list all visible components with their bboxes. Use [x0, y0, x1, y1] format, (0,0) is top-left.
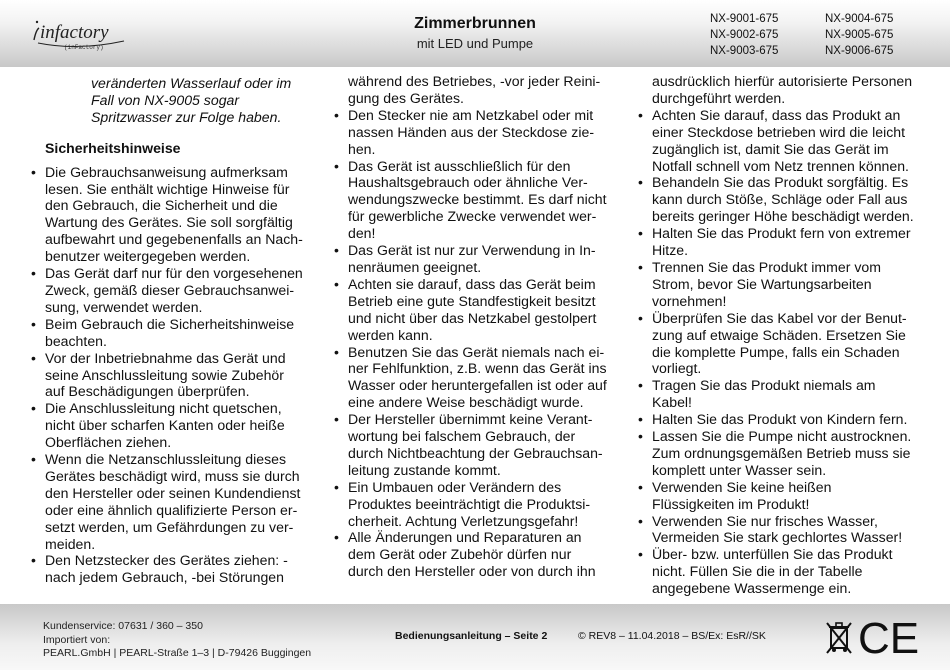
- model-numbers-right: [825, 11, 893, 59]
- text-column-3: [637, 73, 922, 597]
- list-item: [637, 310, 922, 378]
- bullet-icon: •: [638, 174, 643, 191]
- text-line: Verwenden Sie keine heißen: [652, 478, 832, 495]
- text-line: den Gebrauch, die Sicherheit und die: [45, 197, 278, 214]
- model-number: NX-9005-675: [825, 29, 894, 41]
- text-line: Strom, bevor Sie Wartungsarbeiten: [652, 275, 872, 292]
- text-line: Tragen Sie das Produkt niemals am: [652, 377, 876, 394]
- text-line: Halten Sie das Produkt fern von extremer: [652, 225, 911, 242]
- page-header: [0, 0, 950, 67]
- safety-list-2: [333, 107, 618, 580]
- text-line: Wartung des Gerätes. Sie soll sorgfältig: [45, 214, 293, 231]
- list-item: [30, 451, 315, 552]
- text-line: setzt werden, um Gefährdungen zu ver-: [45, 518, 294, 535]
- list-item: [333, 242, 618, 276]
- text-line: ner Fehlfunktion, z.B. wenn das Gerät ins: [348, 360, 607, 377]
- text-line: aufbewahrt und gegebenenfalls an Nach-: [45, 231, 303, 248]
- bullet-icon: •: [638, 478, 643, 495]
- text-line: Hitze.: [652, 242, 689, 259]
- list-item: [30, 265, 315, 316]
- bullet-icon: •: [31, 265, 36, 282]
- manual-page-label: Bedienungsanleitung – Seite 2: [395, 630, 548, 642]
- text-line: Vor der Inbetriebnahme das Gerät und: [45, 349, 286, 366]
- model-numbers-left: [710, 11, 778, 59]
- text-line: nicht über scharfen Kanten oder heiße: [45, 417, 285, 434]
- text-line: cherheit. Achtung Verletzungsgefahr!: [348, 512, 579, 529]
- list-item: [637, 259, 922, 310]
- service-phone: Kundenservice: 07631 / 360 – 350: [43, 620, 203, 632]
- text-line: oder eine ähnlich qualifizierte Person er-: [45, 501, 298, 518]
- text-line: Zweck, gemäß dieser Gebrauchsanwei-: [45, 281, 295, 298]
- text-line: wortung bei falschem Gebrauch, der: [348, 428, 576, 445]
- text-line: Lassen Sie die Pumpe nicht austrocknen.: [652, 428, 912, 445]
- text-line: Das Gerät darf nur für den vorgesehenen: [45, 265, 303, 282]
- text-line: Gerätes beschädigt wird, muss sie durch: [45, 467, 300, 484]
- bullet-icon: •: [334, 529, 339, 546]
- bullet-icon: •: [638, 546, 643, 563]
- text-line: Produktes beeinträchtigt die Produktsi-: [348, 495, 591, 512]
- bullet-icon: •: [638, 106, 643, 123]
- text-line: nach jedem Gebrauch, -bei Störungen: [45, 569, 284, 586]
- text-line: Das Gerät ist ausschließlich für den: [348, 157, 571, 174]
- list-item: [333, 411, 618, 479]
- list-item: [637, 107, 922, 175]
- text-line: Den Stecker nie am Netzkabel oder mit: [348, 106, 594, 123]
- text-line: durch Nichtbeachtung der Gebrauchsan-: [348, 444, 603, 461]
- list-item: [30, 316, 315, 350]
- list-item: [637, 513, 922, 547]
- text-line: zung auf etwaige Schäden. Ersetzen Sie: [652, 326, 906, 343]
- list-item: [30, 350, 315, 401]
- text-line: vornehmen!: [652, 292, 727, 309]
- list-item: [30, 164, 315, 265]
- text-line: werden kann.: [348, 326, 433, 343]
- text-line: angegebene Wassermenge ein.: [652, 580, 852, 597]
- text-line: benutzer weitergegeben werden.: [45, 248, 251, 265]
- text-line: Beim Gebrauch die Sicherheitshinweise: [45, 315, 295, 332]
- model-number: NX-9001-675: [710, 13, 779, 25]
- list-item: [333, 529, 618, 580]
- revision-info: © REV8 – 11.04.2018 – BS/Ex: EsR//SK: [578, 630, 766, 642]
- text-line: Fall von NX-9005 sogar: [91, 91, 240, 108]
- text-line: nassen Händen aus der Steckdose zie-: [348, 123, 595, 140]
- text-line: auf Beschädigungen überprüfen.: [45, 383, 250, 400]
- list-item: [637, 377, 922, 411]
- list-item: [30, 552, 315, 586]
- text-line: Haushaltsgebrauch oder ähnliche Ver-: [348, 174, 588, 191]
- bullet-icon: •: [334, 275, 339, 292]
- text-line: Kabel!: [652, 394, 692, 411]
- customer-service-block: [43, 620, 311, 661]
- text-line: Alle Änderungen und Reparaturen an: [348, 529, 582, 546]
- text-line: sung, verwendet werden.: [45, 298, 203, 315]
- bullet-icon: •: [638, 377, 643, 394]
- importer-label: Importiert von:: [43, 633, 111, 646]
- text-line: Oberflächen ziehen.: [45, 434, 172, 451]
- bullet-icon: •: [334, 411, 339, 428]
- safety-list-1: [30, 164, 315, 587]
- list-item: [333, 158, 618, 243]
- list-item: [637, 174, 922, 225]
- continued-paragraph: [637, 73, 922, 107]
- bullet-icon: •: [31, 451, 36, 468]
- text-line: beachten.: [45, 332, 107, 349]
- document-title: Zimmerbrunnen: [414, 15, 536, 32]
- model-number: NX-9003-675: [710, 45, 779, 57]
- text-line: kann durch Stöße, Schläge oder Fall aus: [652, 191, 908, 208]
- bullet-icon: •: [334, 242, 339, 259]
- bullet-icon: •: [31, 400, 36, 417]
- bullet-icon: •: [334, 157, 339, 174]
- text-line: Die Gebrauchsanweisung aufmerksam: [45, 163, 288, 180]
- list-item: [637, 225, 922, 259]
- text-line: Der Hersteller übernimmt keine Verant-: [348, 411, 593, 428]
- text-line: Ein Umbauen oder Verändern des: [348, 478, 562, 495]
- text-line: vorliegt.: [652, 360, 702, 377]
- list-item: [333, 344, 618, 412]
- bullet-icon: •: [638, 258, 643, 275]
- bullet-icon: •: [638, 225, 643, 242]
- model-number: NX-9002-675: [710, 29, 779, 41]
- bullet-icon: •: [638, 309, 643, 326]
- text-column-2: [333, 73, 618, 580]
- text-line: Wenn die Netzanschlussleitung dieses: [45, 451, 287, 468]
- continued-paragraph: [333, 73, 618, 107]
- bullet-icon: •: [334, 106, 339, 123]
- text-line: während des Betriebes, -vor jeder Reini-: [348, 73, 601, 89]
- text-line: Wasser oder heruntergefallen ist oder auf: [348, 377, 607, 394]
- list-item: [333, 276, 618, 344]
- text-line: zugänglich ist, damit Sie das Gerät im: [652, 140, 889, 157]
- text-line: seine Anschlussleitung sowie Zubehör: [45, 366, 284, 383]
- logo-subtext: (inFactory): [64, 44, 104, 51]
- text-line: und nicht über das Netzkabel gestolpert: [348, 309, 597, 326]
- text-line: eine andere Weise beschädigt wurde.: [348, 394, 584, 411]
- bullet-icon: •: [334, 478, 339, 495]
- logo-text: infactory: [40, 22, 109, 43]
- infactory-logo: [30, 10, 130, 58]
- text-line: Achten sie darauf, dass das Gerät beim: [348, 275, 596, 292]
- ce-mark-text: CE: [858, 618, 920, 658]
- text-line: ausdrücklich hierfür autorisierte Personen: [652, 73, 913, 89]
- text-line: nicht. Füllen Sie die in der Tabelle: [652, 563, 863, 580]
- text-line: Überprüfen Sie das Kabel vor der Benut-: [652, 309, 907, 326]
- text-line: den Hersteller oder seinen Kundendienst: [45, 484, 301, 501]
- list-item: [637, 411, 922, 428]
- text-line: Spritzwasser zur Folge haben.: [91, 108, 282, 125]
- safety-list-3: [637, 107, 922, 597]
- text-line: den!: [348, 225, 376, 242]
- bullet-icon: •: [638, 428, 643, 445]
- list-item: [637, 428, 922, 479]
- text-line: gung des Gerätes.: [348, 89, 464, 106]
- list-item: [333, 479, 618, 530]
- text-line: veränderten Wasserlauf oder im: [91, 75, 292, 91]
- text-line: nenräumen geeignet.: [348, 258, 482, 275]
- text-line: die komplette Pumpe, falls ein Schaden: [652, 343, 900, 360]
- bullet-icon: •: [31, 163, 36, 180]
- text-line: komplett unter Wasser sein.: [652, 461, 827, 478]
- page-footer: [0, 604, 950, 670]
- list-item: [333, 107, 618, 158]
- ce-mark-icon: [858, 618, 920, 658]
- text-line: Achten Sie darauf, dass das Produkt an: [652, 106, 901, 123]
- text-line: lesen. Sie enthält wichtige Hinweise für: [45, 180, 290, 197]
- weee-crossed-bin-icon: [824, 620, 854, 656]
- text-line: Trennen Sie das Produkt immer vom: [652, 258, 881, 275]
- section-heading: Sicherheitshinweise: [45, 139, 181, 156]
- text-line: Halten Sie das Produkt von Kindern fern.: [652, 411, 908, 428]
- list-item: [30, 400, 315, 451]
- text-line: Benutzen Sie das Gerät niemals nach ei-: [348, 343, 605, 360]
- text-line: für gewerbliche Zwecke verwendet wer-: [348, 208, 597, 225]
- bullet-icon: •: [31, 315, 36, 332]
- importer-address: PEARL.GmbH | PEARL-Straße 1–3 | D-79426 Buggingen: [43, 647, 312, 659]
- bullet-icon: •: [638, 411, 643, 428]
- text-line: wendungszwecke bestimmt. Es darf nicht: [348, 191, 607, 208]
- text-line: Behandeln Sie das Produkt sorgfältig. Es: [652, 174, 909, 191]
- text-line: Zum ordnungsgemäßen Betrieb muss sie: [652, 444, 911, 461]
- text-line: Vermeiden Sie stark gechlortes Wasser!: [652, 529, 903, 546]
- text-line: durch den Hersteller oder von durch ihn: [348, 563, 596, 580]
- bullet-icon: •: [31, 349, 36, 366]
- intro-paragraph: [30, 75, 315, 126]
- text-line: leitung zustande kommt.: [348, 461, 501, 478]
- text-line: hen.: [348, 140, 376, 157]
- text-line: Den Netzstecker des Gerätes ziehen: -: [45, 552, 288, 569]
- bullet-icon: •: [334, 343, 339, 360]
- model-number: NX-9004-675: [825, 13, 894, 25]
- text-line: Verwenden Sie nur frisches Wasser,: [652, 512, 878, 529]
- document-subtitle: mit LED und Pumpe: [416, 36, 534, 51]
- text-line: meiden.: [45, 535, 96, 552]
- text-line: einer Steckdose betrieben wird die leicht: [652, 123, 906, 140]
- bullet-icon: •: [638, 512, 643, 529]
- text-line: Betrieb eine gute Standfestigkeit besitzt: [348, 292, 596, 309]
- text-line: Das Gerät ist nur zur Verwendung in In-: [348, 242, 596, 259]
- text-line: Flüssigkeiten im Produkt!: [652, 495, 810, 512]
- list-item: [637, 479, 922, 513]
- text-line: dem Gerät oder Zubehör dürfen nur: [348, 546, 572, 563]
- text-column-1: [30, 73, 315, 586]
- text-line: bereits geringer Höhe beschädigt werden.: [652, 208, 914, 225]
- bullet-icon: •: [31, 552, 36, 569]
- model-number: NX-9006-675: [825, 45, 894, 57]
- text-line: Die Anschlussleitung nicht quetschen,: [45, 400, 282, 417]
- text-line: Über- bzw. unterfüllen Sie das Produkt: [652, 546, 893, 563]
- list-item: [637, 546, 922, 597]
- text-line: Notfall schnell vom Netz trennen können.: [652, 157, 909, 174]
- text-line: durchgeführt werden.: [652, 89, 786, 106]
